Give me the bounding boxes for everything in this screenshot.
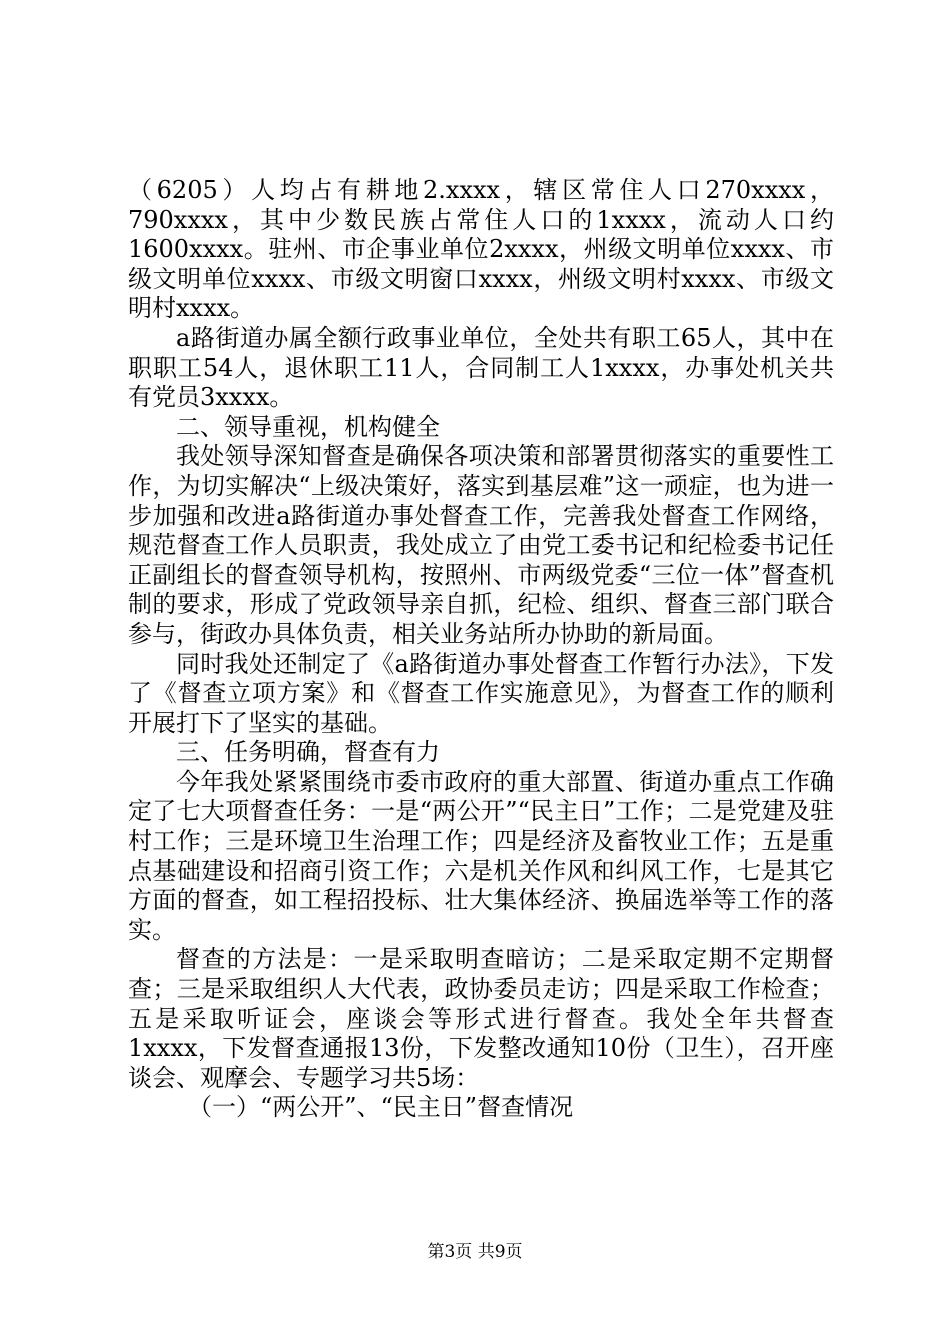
paragraph-leadership: 我处领导深知督查是确保各项决策和部署贯彻落实的重要性工作，为切实解决“上级决策好，落实到基层难”这一顽症，也为进一步加强和改进a路街道办事处督查工作，完善我处督查工作网络，规范督查工作人员职责，我处成立了由党工委书记和纪检委书记任正副组长的督查领导机构，按照州、市两级党委“三位一体”督查机制的要求，形成了党政领导亲自抓，纪检、组织、督查三部门联合参与，街政办具体负责，相关业务站所办协助的新局面。 bbox=[128, 442, 834, 648]
page-number: 第3页 共9页 bbox=[427, 1242, 523, 1262]
section-heading-tasks: 三、任务明确，督查有力 bbox=[176, 738, 440, 767]
paragraph-intro-stats: （6205）人均占有耕地2.xxxx，辖区常住人口270xxxx，790xxxx，其中少数民族占常住人口的1xxxx，流动人口约1600xxxx。驻州、市企事业单位2xxxx，州级文明单位xxxx、市级文明单位xxxx、市级文明窗口xxxx，州级文明村xxxx、市级文明村xxxx。 bbox=[128, 176, 834, 323]
paragraph-tasks: 今年我处紧紧围绕市委市政府的重大部置、街道办重点工作确定了七大项督查任务：一是“两公开”“民主日”工作；二是党建及驻村工作；三是环境卫生治理工作；四是经济及畜牧业工作；五是重点基础建设和招商引资工作；六是机关作风和纠风工作，七是其它方面的督查，如工程招投标、壮大集体经济、换届选举等工作的落实。 bbox=[128, 767, 834, 944]
subsection-heading-two-open: （一）“两公开”、“民主日”督查情况 bbox=[188, 1093, 574, 1122]
document-body bbox=[128, 176, 834, 1123]
section-heading-leadership: 二、领导重视，机构健全 bbox=[176, 412, 440, 441]
paragraph-regulations: 同时我处还制定了《a路街道办事处督查工作暂行办法》，下发了《督查立项方案》和《督查工作实施意见》，为督查工作的顺利开展打下了坚实的基础。 bbox=[128, 649, 834, 737]
paragraph-methods: 督查的方法是：一是采取明查暗访；二是采取定期不定期督查；三是采取组织人大代表，政协委员走访；四是采取工作检查；五是采取听证会，座谈会等形式进行督查。我处全年共督查1xxxx，下发督查通报13份，下发整改通知10份（卫生），召开座谈会、观摩会、专题学习共5场： bbox=[128, 945, 834, 1092]
paragraph-staff: a路街道办属全额行政事业单位，全处共有职工65人，其中在职职工54人，退休职工11人，合同制工人1xxxx，办事处机关共有党员3xxxx。 bbox=[128, 323, 834, 412]
